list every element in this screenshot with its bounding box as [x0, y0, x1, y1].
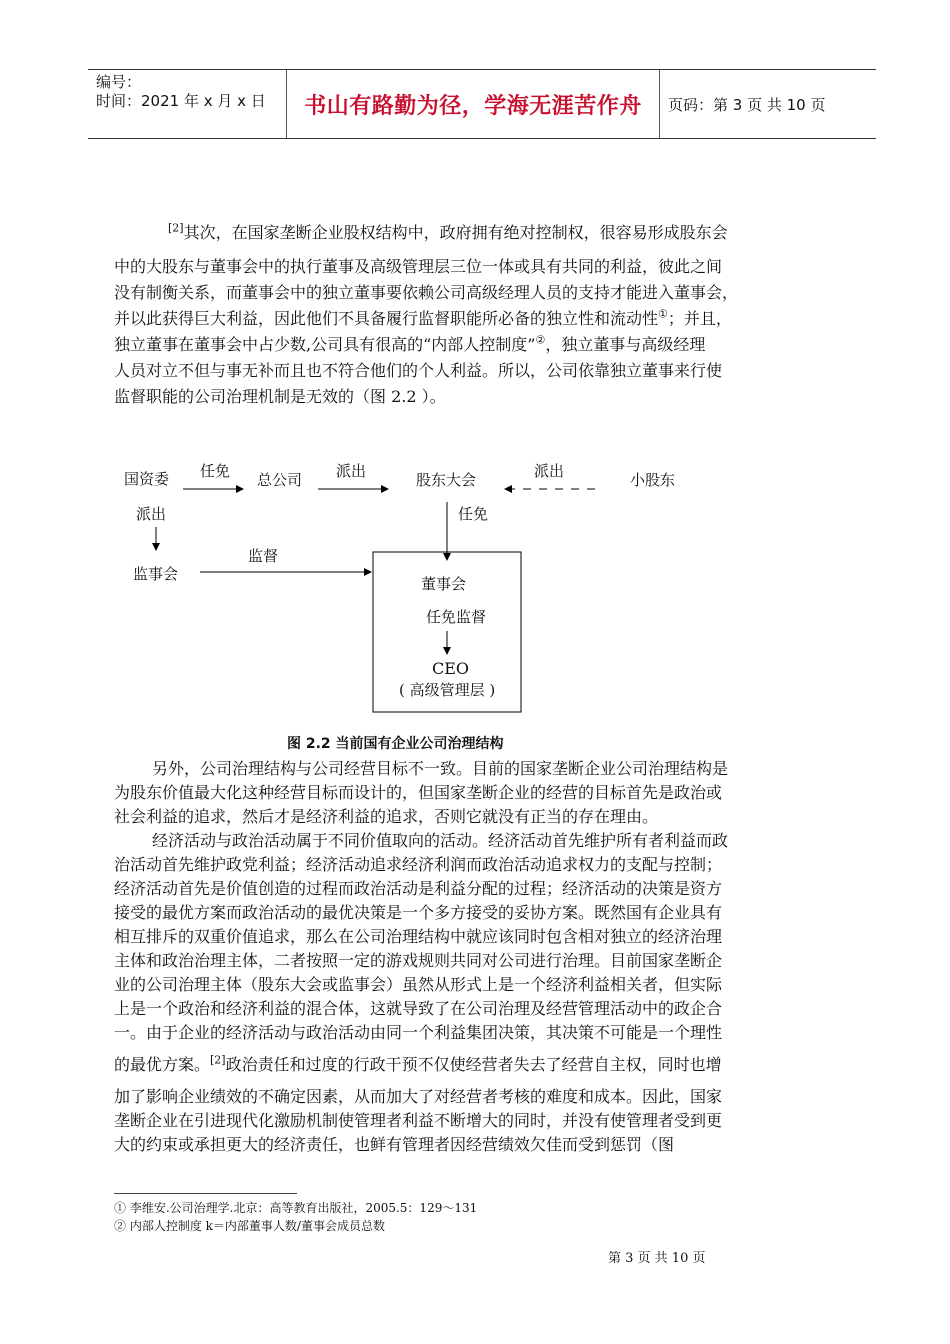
text-line: 社会利益的追求，然后才是经济利益的追求，否则它就没有正当的存在理由。 [114, 807, 659, 826]
text-line: 经济活动与政治活动属于不同价值取向的活动。经济活动首先维护所有者利益而政 [152, 831, 729, 850]
header-page-info: 页码：第 3 页 共 10 页 [668, 95, 826, 114]
text-line: 中的大股东与董事会中的执行董事及高级管理层三位一体或具有共同的利益，彼此之间 [114, 257, 723, 276]
text-line: 没有制衡关系，而董事会中的独立董事要依赖公司高级经理人员的支持才能进入董事会， [114, 283, 739, 302]
text-line: 上是一个政治和经济利益的混合体，这就导致了在公司治理及经营管理活动中的政企合 [114, 999, 723, 1018]
edge-label-dispatch-supervisory: 派出 [136, 505, 167, 523]
node-sasac: 国资委 [124, 470, 170, 488]
text-line: 并以此获得巨大利益，因此他们不具备履行监督职能所必备的独立性和流动性 [114, 309, 659, 328]
text-line: 主体和政治治理主体，二者按照一定的游戏规则共同对公司进行治理。目前国家垄断企 [114, 951, 723, 970]
edge-label-dispatch-minority: 派出 [534, 462, 565, 480]
text-line: 大的约束或承担更大的经济责任，也鲜有管理者因经营绩效欠佳而受到惩罚（图 [114, 1135, 675, 1154]
footnote-1: ① 李维安.公司治理学.北京：高等教育出版社，2005.5：129～131 [114, 1201, 478, 1215]
text-line: 其次，在国家垄断企业股权结构中，政府拥有绝对控制权，很容易形成股东会 [183, 223, 728, 242]
citation-ref: [2] [168, 221, 184, 235]
text-line: 为股东价值最大化这种经营目标而设计的，但国家垄断企业的经营的目标首先是政治或 [114, 783, 723, 802]
text-line: 另外，公司治理结构与公司经营目标不一致。目前的国家垄断企业公司治理结构是 [152, 759, 729, 778]
node-supervisory-board: 监事会 [133, 565, 179, 583]
text-line: ；并且， [667, 309, 732, 328]
figure-caption: 图 2.2 当前国有企业公司治理结构 [287, 736, 504, 752]
text-line: 一。由于企业的经济活动与政治活动由同一个利益集团决策，其决策不可能是一个理性 [114, 1023, 723, 1042]
text-line: 垄断企业在引进现代化激励机制使管理者利益不断增大的同时，并没有使管理者受到更 [114, 1111, 723, 1130]
text-line: 经济活动首先是价值创造的过程而政治活动是利益分配的过程；经济活动的决策是资方 [114, 879, 723, 898]
paragraph-economic-political [114, 829, 854, 1157]
edge-label-appoint: 任免 [200, 462, 231, 480]
text-line: 政治责任和过度的行政干预不仅使经营者失去了经营自主权，同时也增 [225, 1055, 722, 1074]
edge-label-appoint-board: 任免 [458, 505, 489, 523]
footnote-marker: ② [535, 333, 546, 347]
page-footer: 第 3 页 共 10 页 [608, 1251, 706, 1266]
node-ceo: CEO [432, 659, 470, 678]
citation-ref: [2] [210, 1053, 226, 1067]
text-line: 治活动首先维护政党利益；经济活动追求经济利润而政治活动追求权力的支配与控制； [114, 855, 723, 874]
node-minority-shareholders: 小股东 [630, 471, 676, 489]
footnote-divider [114, 1193, 297, 1194]
text-line: 的最优方案。 [114, 1055, 211, 1074]
header-motto: 书山有路勤为径，学海无涯苦作舟 [304, 93, 642, 119]
document-number-label: 编号： [96, 73, 142, 91]
text-line: 独立董事在董事会中占少数,公司具有很高的“内部人控制度” [114, 335, 536, 354]
text-line: 接受的最优方案而政治活动的最优决策是一个多方接受的妥协方案。既然国有企业具有 [114, 903, 723, 922]
edge-label-dispatch: 派出 [336, 462, 367, 480]
node-head-company: 总公司 [257, 471, 303, 489]
paragraph-objectives [114, 757, 854, 829]
footnote-2: ② 内部人控制度 k＝内部董事人数/董事会成员总数 [114, 1219, 385, 1233]
edge-label-appoint-supervise: 任免监督 [426, 608, 487, 626]
text-line: ，独立董事与高级经理 [545, 335, 706, 354]
text-line: 相互排斥的双重价值追求，那么在公司治理结构中就应该同时包含相对独立的经济治理 [114, 927, 723, 946]
node-board-of-directors: 董事会 [421, 575, 467, 593]
text-line: 加了影响企业绩效的不确定因素，从而加大了对经营者考核的难度和成本。因此，国家 [114, 1087, 723, 1106]
text-line: 人员对立不但与事无补而且也不符合他们的个人利益。所以，公司依靠独立董事来行使 [114, 361, 723, 380]
text-line: 监督职能的公司治理机制是无效的（图 2.2 ）。 [114, 387, 446, 406]
document-date-label: 时间：2021 年 x 月 x 日 [96, 92, 266, 110]
edge-label-supervise: 监督 [248, 547, 279, 565]
text-line: 业的公司治理主体（股东大会或监事会）虽然从形式上是一个经济利益相关者，但实际 [114, 975, 723, 994]
footnote-marker: ① [658, 307, 668, 321]
node-ceo-subtitle: ( 高级管理层 ) [399, 681, 496, 699]
node-shareholders-meeting: 股东大会 [416, 471, 477, 489]
